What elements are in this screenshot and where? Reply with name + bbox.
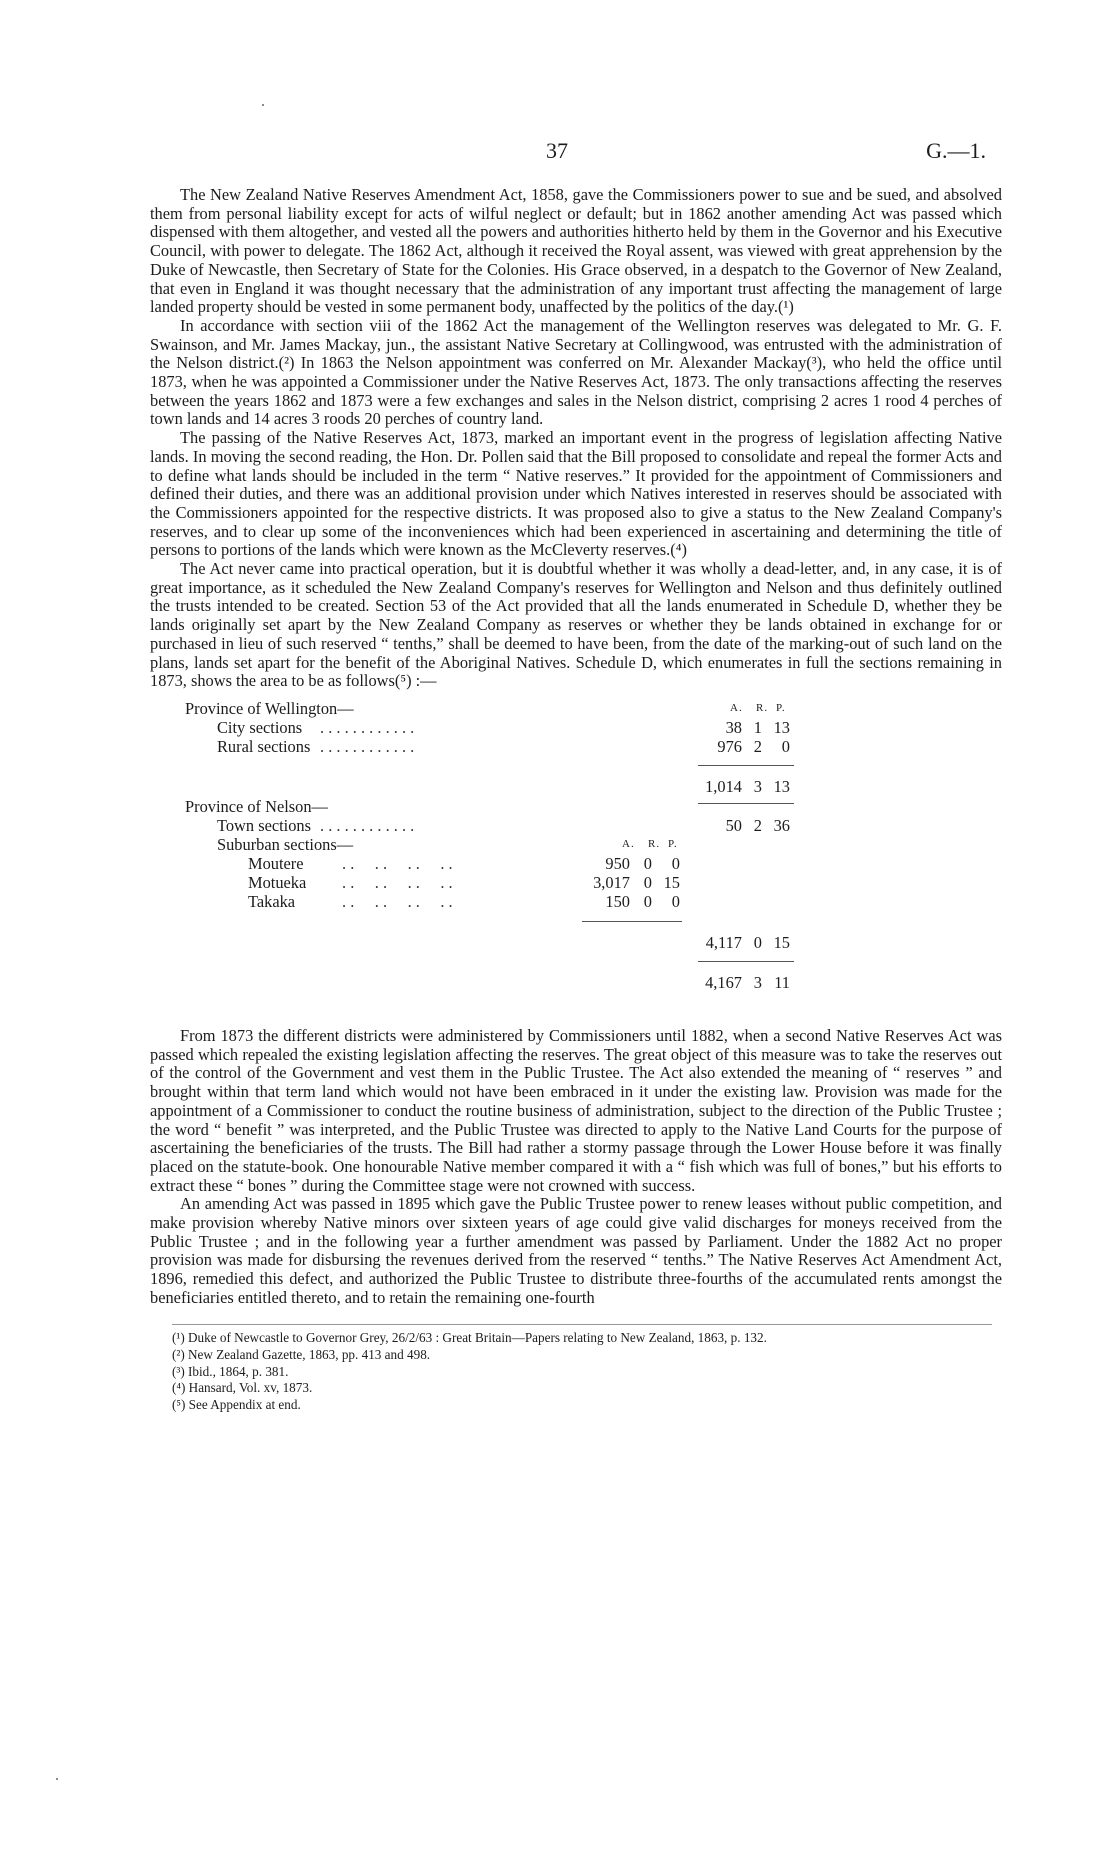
acres-value: 976	[717, 736, 742, 756]
roods-value: 2	[753, 736, 762, 756]
sum-rule	[698, 765, 794, 766]
acres-value: 38	[725, 717, 742, 737]
table-row	[150, 873, 1002, 892]
roods-total: 3	[753, 776, 762, 796]
perches-total: 13	[773, 776, 790, 796]
roods-value: 0	[643, 891, 652, 911]
scan-speck	[56, 1778, 58, 1780]
body-text	[150, 186, 1002, 1308]
footnotes	[172, 1330, 1032, 1414]
row-label: Town sections	[217, 815, 311, 835]
acres-value: 950	[605, 853, 630, 873]
table-row	[150, 854, 1002, 873]
sum-rule	[698, 961, 794, 962]
perches-value: 13	[773, 717, 790, 737]
sum-rule	[582, 921, 682, 922]
perches-value: 0	[671, 891, 680, 911]
table-row	[150, 892, 1002, 911]
roods-value: 1	[753, 717, 762, 737]
paragraph: The New Zealand Native Reserves Amendment Act, 1858, gave the Commissioners power to sue and be sued, and absolved them from personal liability except for acts of wilful neglect or default; but in 1862 another amending Act was passed which dispensed with them altogether, and vested all the powers and authorities hitherto held by them in the Governor and his Executive Council, with power to delegate. The 1862 Act, although it received the Royal assent, was viewed with great apprehension by the Duke of Newcastle, then Secretary of State for the Colonies. His Grace observed, in a despatch to the Governor of New Zealand, that even in England it was thought necessary that the administration of any important trust affecting the management of large landed property should be vested in some permanent body, unaffected by the politics of the day.(¹)	[150, 185, 1002, 317]
table-row-subtotal	[150, 777, 1002, 796]
perches-value: 15	[663, 872, 680, 892]
table-row	[150, 737, 1002, 756]
col-header-roods: R.	[756, 701, 769, 714]
footnote: (³) Ibid., 1864, p. 381.	[172, 1363, 289, 1379]
acres-grand-total: 4,167	[705, 972, 742, 992]
col-header-perches: P.	[668, 837, 678, 850]
acres-value: 3,017	[593, 872, 630, 892]
row-label: Motueka	[248, 872, 307, 892]
row-label: Takaka	[248, 891, 296, 911]
footnote: (¹) Duke of Newcastle to Governor Grey, 26/2/63 : Great Britain—Papers relating to New Zealand, 1863, p. 132.	[172, 1330, 767, 1345]
roods-value: 0	[643, 872, 652, 892]
page-number: 37	[546, 138, 568, 163]
row-label: Moutere	[248, 853, 304, 873]
table-row-subtotal	[150, 933, 1002, 952]
perches-value: 36	[773, 815, 790, 835]
roods-total: 0	[753, 932, 762, 952]
leader-dots: . . . . . . . . . . . .	[320, 736, 415, 756]
reserves-area-table	[150, 699, 1002, 1017]
footnote: (²) New Zealand Gazette, 1863, pp. 413 and 498.	[172, 1346, 431, 1362]
leader-dots: . . . . . . . .	[342, 872, 453, 892]
province-heading-nelson: Province of Nelson—	[185, 796, 328, 816]
footnote-divider	[172, 1324, 992, 1325]
perches-total: 15	[773, 932, 790, 952]
row-label: City sections	[217, 717, 303, 737]
leader-dots: . . . . . . . . . . . .	[320, 815, 415, 835]
acres-value: 150	[605, 891, 630, 911]
scan-speck	[262, 104, 264, 106]
series-reference: G.—1.	[926, 138, 986, 163]
table-row	[150, 718, 1002, 737]
col-header-acres: A.	[730, 701, 743, 714]
col-header-perches: P.	[776, 701, 786, 714]
sum-rule	[698, 803, 794, 804]
paragraph: The Act never came into practical operation, but it is doubtful whether it was wholly a dead-letter, and, in any case, it is of great importance, as it scheduled the New Zealand Company's reserves for Wellington and Nelson and thus definitely outlined the trusts intended to be created. Section 53 of the Act provided that all the lands enumerated in Schedule D, whether they be lands originally set apart by the New Zealand Company as reserves or whether they be lands obtained in exchange for or purchased in lieu of such reserved “ tenths,” shall be deemed to have been, from the date of the marking-out of such land on the plans, lands set apart for the benefit of the Aboriginal Natives. Schedule D, which enumerates in full the sections remaining in 1873, shows the area to be as follows(⁵) :—	[150, 559, 1002, 691]
perches-value: 0	[671, 853, 680, 873]
paragraph: The passing of the Native Reserves Act, 1873, marked an important event in the progress of legislation affecting Native lands. In moving the second reading, the Hon. Dr. Pollen said that the Bill proposed to consolidate and repeal the former Acts and to define what lands should be included in the term “ Native reserves.” It provided for the appointment of Commissioners and defined their duties, and there was an additional provision under which Natives interested in reserves should be associated with the Commissioners appointed for the respective districts. It was proposed also to give a status to the New Zealand Company's reserves, and to clear up some of the inconveniences which had been experienced in ascertaining and determining the title of persons to portions of the lands which were known as the McCleverty reserves.(⁴)	[150, 428, 1002, 560]
table-row-grand-total	[150, 973, 1002, 992]
table-row	[150, 816, 1002, 835]
roods-value: 0	[643, 853, 652, 873]
leader-dots: . . . . . . . .	[342, 891, 453, 911]
province-heading-wellington: Province of Wellington—	[185, 698, 354, 718]
paragraph: An amending Act was passed in 1895 which gave the Public Trustee power to renew leases without public competition, and make provision whereby Native minors over sixteen years of age could give valid discharges for moneys received from the Public Trustee ; and in the following year a further amendment was passed by Parliament. Under the 1882 Act no proper provision was made for disbursing the revenues derived from the reserved “ tenths.” The Native Reserves Act Amendment Act, 1896, remedied this defect, and authorized the Public Trustee to distribute three-fourths of the accumulated rents amongst the beneficiaries entitled thereto, and to retain the remaining one-fourth	[150, 1194, 1002, 1307]
col-header-acres: A.	[622, 837, 635, 850]
acres-value: 50	[725, 815, 742, 835]
row-label: Rural sections	[217, 736, 311, 756]
roods-grand-total: 3	[753, 972, 762, 992]
footnote: (⁴) Hansard, Vol. xv, 1873.	[172, 1380, 313, 1396]
perches-grand-total: 11	[774, 972, 790, 992]
suburban-sections-heading: Suburban sections—	[217, 834, 354, 854]
paragraph: In accordance with section viii of the 1862 Act the management of the Wellington reserves was delegated to Mr. G. F. Swainson, and Mr. James Mackay, jun., the assistant Native Secretary at Collingwood, was entrusted with the administration of the Nelson district.(²) In 1863 the Nelson appointment was conferred on Mr. Alexander Mackay(³), who held the office until 1873, when he was appointed a Commissioner under the Native Reserves Act, 1873. The only transactions affecting the reserves between the years 1862 and 1873 were a few exchanges and sales in the Nelson district, comprising 2 acres 1 rood 4 perches of town lands and 14 acres 3 roods 20 perches of country land.	[150, 315, 1002, 429]
leader-dots: . . . . . . . .	[342, 853, 453, 873]
paragraph: From 1873 the different districts were administered by Commissioners until 1882, when a second Native Reserves Act was passed which repealed the existing legislation affecting the reserves. The great object of this measure was to take the reserves out of the control of the Government and vest them in the Public Trustee. The Act also extended the meaning of “ reserves ” and brought within that term land which would not have been embraced in it under the existing law. Provision was made for the appointment of a Commissioner to conduct the routine business of administration, subject to the direction of the Public Trustee ; the word “ benefit ” was interpreted, and the Public Trustee was directed to apply to the Native Land Courts for the purpose of ascertaining the beneficiaries of the trusts. The Bill had rather a stormy passage through the Lower House before it was finally placed on the statute-book. One honourable Native member compared it with a “ fish which was full of bones,” but his efforts to extract these “ bones ” during the Committee stage were not crowned with success.	[150, 1025, 1002, 1195]
footnote: (⁵) See Appendix at end.	[172, 1397, 301, 1413]
acres-total: 4,117	[705, 932, 742, 952]
perches-value: 0	[781, 736, 790, 756]
col-header-roods: R.	[648, 837, 661, 850]
leader-dots: . . . . . . . . . . . .	[320, 717, 415, 737]
acres-total: 1,014	[705, 776, 742, 796]
roods-value: 2	[753, 815, 762, 835]
